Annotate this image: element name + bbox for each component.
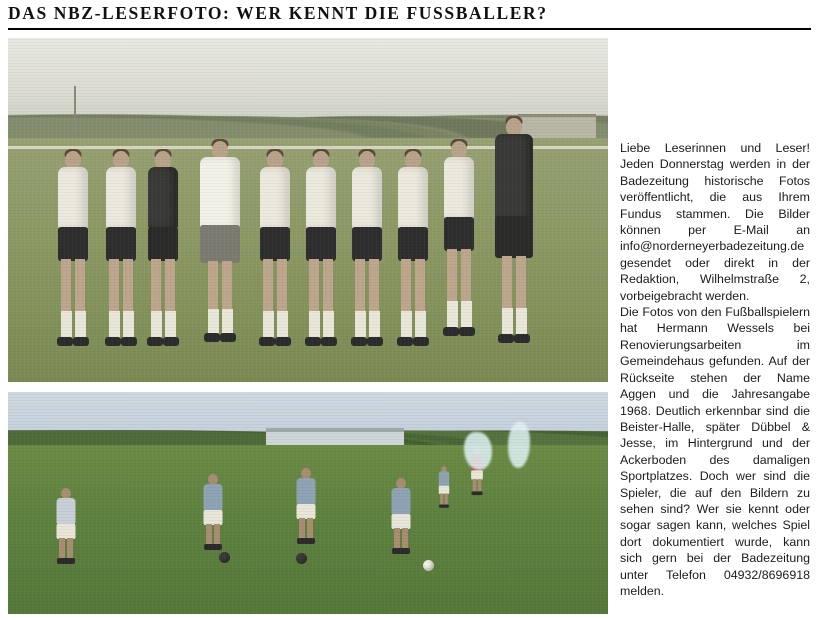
shoe bbox=[459, 327, 475, 336]
shorts bbox=[495, 216, 533, 258]
jersey bbox=[260, 167, 290, 229]
sock bbox=[447, 301, 458, 329]
shorts bbox=[306, 227, 336, 261]
leg bbox=[323, 259, 333, 319]
leg bbox=[309, 259, 319, 319]
shoe bbox=[367, 337, 383, 346]
sock bbox=[355, 311, 366, 339]
sock bbox=[109, 311, 120, 339]
sock bbox=[369, 311, 380, 339]
shoe bbox=[204, 333, 220, 342]
player-figure bbox=[140, 151, 186, 351]
sock bbox=[323, 311, 334, 339]
flag-pole bbox=[74, 86, 76, 134]
sock bbox=[75, 311, 86, 339]
shoe bbox=[57, 337, 73, 346]
leg bbox=[502, 256, 512, 312]
player-figure bbox=[298, 151, 344, 351]
leg bbox=[67, 538, 73, 560]
shoe bbox=[204, 544, 222, 550]
player-figure bbox=[50, 151, 96, 351]
shoe bbox=[397, 337, 413, 346]
leg bbox=[109, 259, 119, 319]
shorts bbox=[398, 227, 428, 261]
light-flare bbox=[464, 432, 492, 470]
shoe bbox=[443, 327, 459, 336]
shoe bbox=[121, 337, 137, 346]
jersey bbox=[106, 167, 136, 229]
player-figure bbox=[190, 141, 250, 351]
sock bbox=[151, 311, 162, 339]
leg bbox=[299, 518, 305, 540]
shoe bbox=[351, 337, 367, 346]
sock bbox=[516, 308, 527, 336]
shoe bbox=[321, 337, 337, 346]
shoe bbox=[57, 558, 75, 564]
page-title: DAS NBZ-LESERFOTO: WER KENNT DIE FUSSBALLER? bbox=[8, 3, 548, 23]
leg bbox=[206, 524, 212, 546]
article-paragraph-2: Die Fotos von den Fußballspielern hat Hermann Wessels bei Renovierungsarbeiten im Gemeindehaus gefunden. Auf der Rückseite stehen der Name Aggen und die Jahresangabe 1968. Deutlich erkennbar sind die Beister-Halle, später Dübbel & Jesse, im Hintergrund und der Ackerboden des damaligen Sportplatzes. Doch wer sind die Spieler, die auf den Bildern zu sehen sind? Wer sie kennt oder sogar sagen kann, welches Spiel dort dokumentiert wurde, kann sich gern bei der Badezeitung unter Telefon 04932/8696918 melden. bbox=[620, 305, 810, 598]
leg bbox=[355, 259, 365, 319]
sock bbox=[502, 308, 513, 336]
shorts bbox=[444, 217, 474, 251]
shorts bbox=[58, 227, 88, 261]
player-figure bbox=[252, 151, 298, 351]
shoe bbox=[163, 337, 179, 346]
jersey bbox=[204, 484, 223, 512]
jersey bbox=[297, 478, 316, 506]
player-figure bbox=[390, 151, 436, 351]
photo-match-scene bbox=[8, 392, 608, 614]
jersey bbox=[439, 472, 449, 487]
player-figure bbox=[344, 151, 390, 351]
leg bbox=[307, 518, 313, 540]
jersey bbox=[148, 167, 178, 229]
sock bbox=[415, 311, 426, 339]
shoe bbox=[413, 337, 429, 346]
leg bbox=[61, 259, 71, 319]
leg bbox=[214, 524, 220, 546]
football bbox=[423, 560, 434, 571]
shorts bbox=[148, 227, 178, 261]
shoe bbox=[147, 337, 163, 346]
shoe bbox=[471, 491, 482, 495]
sock bbox=[461, 301, 472, 329]
shorts bbox=[297, 504, 316, 519]
jersey bbox=[352, 167, 382, 229]
leg bbox=[394, 528, 400, 550]
leg bbox=[415, 259, 425, 319]
shoe bbox=[105, 337, 121, 346]
player-figure bbox=[98, 151, 144, 351]
shoe bbox=[73, 337, 89, 346]
jersey bbox=[495, 134, 533, 220]
jersey bbox=[398, 167, 428, 229]
jersey bbox=[392, 488, 411, 516]
sock bbox=[401, 311, 412, 339]
shorts bbox=[260, 227, 290, 261]
photo-team-line-up bbox=[8, 38, 608, 382]
shorts bbox=[352, 227, 382, 261]
shorts bbox=[392, 514, 411, 529]
shoe bbox=[514, 334, 530, 343]
leg bbox=[123, 259, 133, 319]
leg bbox=[165, 259, 175, 319]
sock bbox=[277, 311, 288, 339]
leg bbox=[401, 259, 411, 319]
shoe bbox=[392, 548, 410, 554]
sock bbox=[263, 311, 274, 339]
leg bbox=[461, 249, 471, 309]
sock bbox=[309, 311, 320, 339]
leg bbox=[75, 259, 85, 319]
football bbox=[296, 553, 307, 564]
football bbox=[219, 552, 230, 563]
leg bbox=[151, 259, 161, 319]
sock bbox=[123, 311, 134, 339]
shoe bbox=[259, 337, 275, 346]
shoe bbox=[220, 333, 236, 342]
article-paragraph-1: Liebe Leserinnen und Leser! Jeden Donnerstag werden in der Badezeitung historische Fotos veröffentlicht, die aus Ihrem Fundus stammen. Die Bilder können per E-Mail an info@norderneyerbadezeitung.de gesendet oder direkt in der Redaktion, Wilhelmstraße 2, vorbeigebracht werden. bbox=[620, 141, 810, 303]
headline-area bbox=[8, 0, 811, 30]
jersey bbox=[444, 157, 474, 219]
shoe bbox=[275, 337, 291, 346]
leg bbox=[369, 259, 379, 319]
jersey bbox=[200, 157, 240, 229]
shoe bbox=[297, 538, 315, 544]
leg bbox=[516, 256, 526, 312]
header-divider bbox=[8, 28, 811, 30]
shorts bbox=[106, 227, 136, 261]
sock bbox=[165, 311, 176, 339]
leg bbox=[402, 528, 408, 550]
leg bbox=[277, 259, 287, 319]
sock bbox=[61, 311, 72, 339]
shoe bbox=[498, 334, 514, 343]
jersey bbox=[57, 498, 76, 526]
article-text bbox=[620, 140, 810, 599]
shorts bbox=[57, 524, 76, 539]
jersey bbox=[58, 167, 88, 229]
leg bbox=[263, 259, 273, 319]
player-figure bbox=[436, 141, 482, 351]
leg bbox=[59, 538, 65, 560]
shorts bbox=[204, 510, 223, 525]
shorts bbox=[200, 225, 240, 263]
player-figure bbox=[486, 118, 542, 368]
shoe bbox=[439, 505, 449, 508]
shoe bbox=[305, 337, 321, 346]
jersey bbox=[306, 167, 336, 229]
leg bbox=[447, 249, 457, 309]
